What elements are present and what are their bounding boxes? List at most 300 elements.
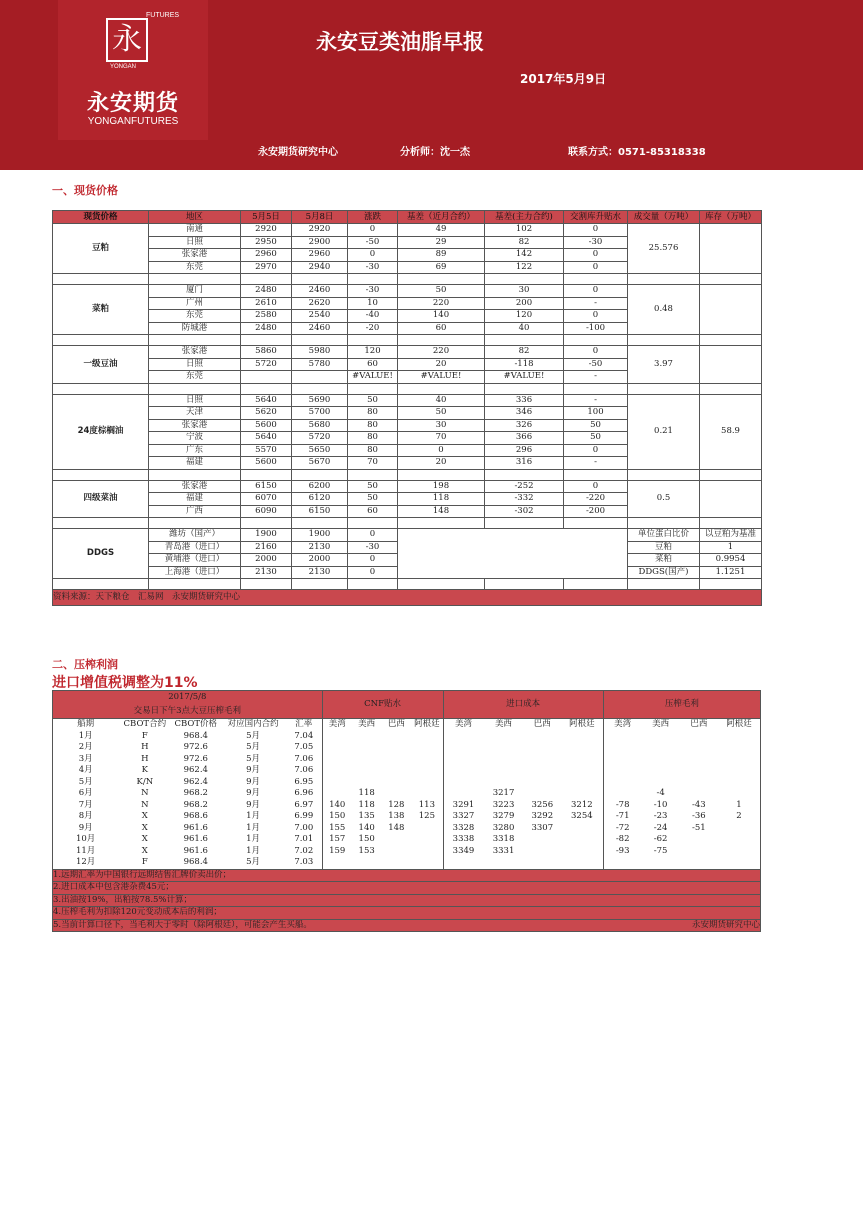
spot-cell: 2460	[292, 322, 348, 335]
spacer-cell	[241, 383, 292, 394]
crush-cell: 2	[736, 811, 742, 822]
crush-column-row	[53, 719, 761, 731]
crush-cell	[483, 765, 523, 777]
spot-cell: #VALUE!	[398, 371, 485, 384]
spot-cell: 5640	[241, 432, 292, 445]
spacer-cell	[348, 383, 398, 394]
crush-cell: -93	[603, 846, 641, 858]
spot-cell: 366	[485, 432, 564, 445]
crush-cell: 6.96	[294, 788, 314, 799]
crush-cell	[443, 731, 483, 743]
crush-cell: 7.03	[294, 857, 314, 868]
crush-row	[53, 857, 761, 869]
spot-cell: 80	[348, 444, 398, 457]
crush-cell: 135	[358, 811, 375, 822]
crush-cell: 150	[358, 834, 375, 845]
crush-cell: 1月	[246, 811, 261, 822]
spot-cell: 10	[348, 297, 398, 310]
group-header-cnf: CNF贴水	[322, 691, 443, 719]
crush-cell: 125	[418, 811, 435, 822]
crush-cell: 6.99	[294, 811, 314, 822]
crush-cell	[382, 765, 412, 777]
ddgs-cell: 青岛港（进口）	[149, 541, 241, 554]
crush-cell	[411, 731, 443, 743]
crush-cell: -24	[653, 822, 668, 833]
spacer-cell	[628, 274, 700, 285]
crush-cell: 962.4	[183, 765, 208, 776]
spot-column-header: 基差（近月合约）	[398, 211, 485, 224]
spot-column-header: 现货价格	[53, 211, 149, 224]
ratio-value: 0.9954	[700, 554, 762, 567]
crush-cell: 159	[322, 846, 352, 858]
crush-row	[53, 834, 761, 846]
crush-cell: 10月	[75, 834, 96, 845]
spot-cell: 5600	[241, 457, 292, 470]
crush-column-header: CBOT合约	[118, 719, 171, 731]
crush-cell: 7.02	[294, 845, 314, 856]
spot-cell: 2480	[241, 322, 292, 335]
spot-cell: #VALUE!	[485, 371, 564, 384]
spacer-cell	[53, 383, 149, 394]
crush-cell	[443, 765, 483, 777]
spot-column-header: 交割库升贴水	[564, 211, 628, 224]
crush-cell: 3327	[443, 811, 483, 823]
crush-cell	[680, 731, 718, 743]
spacer-row	[53, 579, 762, 590]
spot-cell: 5680	[292, 419, 348, 432]
crush-header-row-1	[53, 691, 761, 705]
stock-cell	[700, 224, 762, 274]
spot-cell: 50	[348, 394, 398, 407]
crush-cell	[382, 857, 412, 869]
spot-cell: 0	[564, 285, 628, 298]
crush-cell: 3291	[443, 800, 483, 812]
crush-cell: -10	[653, 799, 668, 810]
crush-cell	[524, 731, 561, 743]
crush-note: 5.当前计算口径下，当毛利大于零时（除阿根廷），可能会产生买船。	[53, 919, 604, 932]
spot-cell: -100	[564, 322, 628, 335]
crush-cell	[718, 834, 761, 846]
spot-cell: 0	[564, 261, 628, 274]
crush-cell	[642, 754, 680, 766]
spot-cell: 5690	[292, 394, 348, 407]
spot-cell: 6150	[292, 505, 348, 518]
spot-cell: 50	[564, 432, 628, 445]
ddgs-cell: 2130	[241, 566, 292, 579]
spot-cell: 张家港	[149, 480, 241, 493]
spot-column-header: 基差(主力合约)	[485, 211, 564, 224]
report-header	[0, 0, 863, 170]
spacer-cell	[241, 579, 292, 590]
crush-cell	[561, 823, 603, 835]
crush-cell: 1月	[78, 730, 93, 741]
ddgs-cell: 0	[348, 529, 398, 542]
crush-cell: 3338	[443, 834, 483, 846]
crush-cell	[382, 754, 412, 766]
ratio-value: 1.1251	[700, 566, 762, 579]
stock-cell	[700, 480, 762, 518]
crush-cell: 138	[388, 811, 405, 822]
crush-cell	[483, 742, 523, 754]
spot-cell: 6070	[241, 493, 292, 506]
spacer-cell	[53, 469, 149, 480]
crush-cell	[603, 857, 641, 869]
crush-cell: 5月	[246, 857, 261, 868]
crush-cell	[443, 777, 483, 789]
spot-cell: 5700	[292, 407, 348, 420]
spot-cell: 70	[348, 457, 398, 470]
spot-cell: 122	[485, 261, 564, 274]
spot-cell: 6120	[292, 493, 348, 506]
spacer-cell	[241, 274, 292, 285]
crush-column-header: 船期	[53, 719, 119, 731]
spacer-cell	[292, 469, 348, 480]
crush-cell: 961.6	[183, 822, 208, 833]
spot-cell: 50	[564, 419, 628, 432]
crush-cell: 7月	[78, 799, 93, 810]
spot-cell: -200	[564, 505, 628, 518]
volume-cell: 0.21	[628, 394, 700, 469]
spot-cell: 346	[485, 407, 564, 420]
crush-cell	[352, 765, 382, 777]
ratio-label: 豆粕	[628, 541, 700, 554]
spot-cell: 张家港	[149, 249, 241, 262]
crush-cell: 5月	[246, 753, 261, 764]
spot-cell: 0	[564, 310, 628, 323]
spot-column-header: 成交量（万吨）	[628, 211, 700, 224]
crush-cell	[718, 823, 761, 835]
report-date: 2017年5月9日	[520, 72, 607, 86]
spot-cell: 40	[485, 322, 564, 335]
spacer-cell	[564, 518, 628, 529]
spacer-cell	[149, 274, 241, 285]
spot-cell: 140	[398, 310, 485, 323]
ratio-value: 1	[700, 541, 762, 554]
spacer-cell	[564, 579, 628, 590]
spot-cell: 60	[348, 358, 398, 371]
crush-cell: 4月	[78, 765, 93, 776]
crush-cell	[680, 754, 718, 766]
spot-cell: 日照	[149, 358, 241, 371]
logo-futures-text: FUTURES	[146, 12, 180, 19]
spot-cell: 5570	[241, 444, 292, 457]
spacer-row	[53, 335, 762, 346]
crush-cell: X	[141, 845, 148, 856]
crush-cell	[443, 857, 483, 869]
product-name: 豆粕	[53, 224, 149, 274]
crush-note-row	[53, 894, 761, 907]
crush-cell	[524, 742, 561, 754]
crush-cell: 3254	[571, 811, 593, 822]
spot-cell: 60	[348, 505, 398, 518]
crush-cell: -82	[603, 834, 641, 846]
crush-row	[53, 788, 761, 800]
spot-cell	[241, 371, 292, 384]
spacer-cell	[485, 518, 564, 529]
crush-cell: 150	[322, 811, 352, 823]
spot-row	[53, 394, 762, 407]
spot-cell: -50	[564, 358, 628, 371]
spot-cell: 118	[398, 493, 485, 506]
crush-cell: 3223	[492, 799, 515, 810]
spot-cell: 2960	[241, 249, 292, 262]
crush-cell	[561, 834, 603, 846]
report-title: 永安豆类油脂早报	[316, 30, 484, 54]
crush-cell: 9月	[246, 799, 261, 810]
spot-cell: 60	[398, 322, 485, 335]
crush-cell	[322, 742, 352, 754]
spacer-row	[53, 383, 762, 394]
spot-cell: 2950	[241, 236, 292, 249]
crush-cell: -23	[653, 811, 668, 822]
spacer-cell	[292, 383, 348, 394]
spot-cell: -30	[564, 236, 628, 249]
crush-cell: 3292	[531, 811, 554, 822]
spot-cell: #VALUE!	[348, 371, 398, 384]
spot-cell: 南通	[149, 224, 241, 237]
crush-row	[53, 742, 761, 754]
spacer-cell	[348, 274, 398, 285]
crush-cell	[524, 788, 561, 800]
crush-cell: 962.4	[183, 776, 208, 787]
crush-cell: 7.06	[294, 765, 314, 776]
ddgs-cell: -30	[348, 541, 398, 554]
spot-cell: 2920	[241, 224, 292, 237]
ddgs-cell: 潍坊（国产）	[149, 529, 241, 542]
spacer-cell	[628, 383, 700, 394]
crush-cell	[483, 731, 523, 743]
crush-cell	[718, 857, 761, 869]
product-name: 24度棕榈油	[53, 394, 149, 469]
crush-cell: -75	[653, 845, 668, 856]
spot-cell: 80	[348, 407, 398, 420]
spot-cell: 316	[485, 457, 564, 470]
crush-cell	[322, 857, 352, 869]
crush-column-header: 汇率	[286, 719, 322, 731]
crush-cell	[322, 777, 352, 789]
spot-cell: 5670	[292, 457, 348, 470]
spot-cell: 6150	[241, 480, 292, 493]
crush-subtitle: 交易日下午3点大豆压榨毛利	[53, 704, 323, 719]
contact-info: 联系方式：0571-85318338	[568, 147, 706, 158]
spot-cell: 5650	[292, 444, 348, 457]
spacer-cell	[149, 383, 241, 394]
spot-cell: 220	[398, 346, 485, 359]
spot-cell: 120	[348, 346, 398, 359]
spot-cell: 0	[564, 224, 628, 237]
crush-cell: X	[141, 834, 148, 845]
crush-cell: 1月	[246, 845, 261, 856]
analyst-name: 分析师：沈一杰	[400, 147, 470, 158]
product-name: 菜粕	[53, 285, 149, 335]
crush-row	[53, 811, 761, 823]
spot-cell: 296	[485, 444, 564, 457]
spot-row	[53, 480, 762, 493]
crush-cell: 5月	[246, 730, 261, 741]
volume-cell: 0.48	[628, 285, 700, 335]
crush-cell	[561, 788, 603, 800]
spacer-cell	[149, 469, 241, 480]
stock-cell: 58.9	[700, 394, 762, 469]
crush-cell	[561, 777, 603, 789]
spot-cell: 日照	[149, 394, 241, 407]
crush-cell: -72	[603, 823, 641, 835]
spot-cell: 5980	[292, 346, 348, 359]
spot-cell: -302	[485, 505, 564, 518]
spacer-cell	[564, 383, 628, 394]
spot-cell: 2610	[241, 297, 292, 310]
crush-cell: 968.6	[183, 811, 208, 822]
crush-cell	[718, 788, 761, 800]
spot-cell: 福建	[149, 493, 241, 506]
spot-cell: 100	[564, 407, 628, 420]
spot-cell: 东莞	[149, 310, 241, 323]
crush-cell: 148	[388, 822, 405, 833]
crush-cell	[411, 846, 443, 858]
volume-cell: 3.97	[628, 346, 700, 384]
crush-cell: 9月	[246, 776, 261, 787]
crush-cell: -71	[603, 811, 641, 823]
crush-cell	[524, 846, 561, 858]
crush-note: 1.远期汇率为中国银行远期结售汇牌价卖出价；	[53, 869, 761, 882]
crush-cell	[352, 742, 382, 754]
crush-column-header: 巴西	[524, 719, 561, 731]
crush-cell	[411, 857, 443, 869]
ddgs-cell: 0	[348, 554, 398, 567]
spacer-cell	[628, 469, 700, 480]
crush-cell	[642, 777, 680, 789]
spot-cell: 70	[398, 432, 485, 445]
spot-cell: -332	[485, 493, 564, 506]
spacer-cell	[700, 335, 762, 346]
spot-cell: 2960	[292, 249, 348, 262]
crush-cell	[561, 742, 603, 754]
stock-cell	[700, 285, 762, 335]
spot-cell: 30	[485, 285, 564, 298]
spacer-cell	[398, 335, 485, 346]
crush-cell: 157	[322, 834, 352, 846]
crush-cell: 6.95	[294, 776, 314, 787]
crush-cell: 5月	[78, 776, 93, 787]
spacer-cell	[292, 274, 348, 285]
crush-cell: 3月	[78, 753, 93, 764]
crush-cell	[718, 777, 761, 789]
crush-cell: 3217	[492, 788, 515, 799]
crush-cell	[642, 731, 680, 743]
crush-cell	[483, 754, 523, 766]
spacer-cell	[485, 383, 564, 394]
crush-cell	[718, 846, 761, 858]
spacer-cell	[149, 579, 241, 590]
spot-column-header: 涨跌	[348, 211, 398, 224]
spot-cell: 30	[398, 419, 485, 432]
spacer-cell	[398, 469, 485, 480]
spot-cell: 2540	[292, 310, 348, 323]
crush-cell	[603, 788, 641, 800]
spacer-cell	[241, 335, 292, 346]
crush-cell	[411, 765, 443, 777]
crush-cell: 9月	[246, 765, 261, 776]
spacer-cell	[241, 518, 292, 529]
spot-column-header: 5月5日	[241, 211, 292, 224]
spot-cell: 82	[485, 236, 564, 249]
spot-cell: 0	[398, 444, 485, 457]
spacer-row	[53, 469, 762, 480]
spot-cell: -30	[348, 285, 398, 298]
spot-cell: 5720	[241, 358, 292, 371]
crush-cell	[718, 731, 761, 743]
crush-cell	[382, 731, 412, 743]
logo-chinese-name: 永安期货	[86, 91, 179, 116]
crush-cell: 9月	[78, 822, 93, 833]
crush-cell	[322, 788, 352, 800]
crush-cell	[352, 731, 382, 743]
spot-cell: 5640	[241, 394, 292, 407]
crush-cell: H	[141, 753, 149, 764]
crush-cell: 5月	[246, 742, 261, 753]
logo-english-name: YONGANFUTURES	[87, 116, 179, 127]
crush-cell	[718, 754, 761, 766]
spot-cell: 0	[564, 444, 628, 457]
crush-cell	[680, 742, 718, 754]
spot-cell: -50	[348, 236, 398, 249]
spot-cell: 2940	[292, 261, 348, 274]
crush-cell	[603, 765, 641, 777]
spot-cell: 50	[398, 285, 485, 298]
crush-cell	[322, 765, 352, 777]
spacer-cell	[292, 518, 348, 529]
spot-cell: 20	[398, 457, 485, 470]
spot-column-header: 5月8日	[292, 211, 348, 224]
crush-note: 3.出油按19%，出粕按78.5%计算；	[53, 894, 761, 907]
spot-cell: 0	[564, 480, 628, 493]
spot-cell: -	[564, 394, 628, 407]
crush-cell: 961.6	[183, 834, 208, 845]
crush-cell: 2月	[78, 742, 93, 753]
crush-cell: 3279	[492, 811, 515, 822]
crush-cell: K/N	[136, 776, 154, 787]
crush-cell	[603, 742, 641, 754]
spot-cell: 0	[348, 249, 398, 262]
crush-note-row	[53, 869, 761, 882]
crush-cell: 3280	[492, 822, 515, 833]
crush-cell: 7.06	[294, 753, 314, 764]
crush-cell	[382, 834, 412, 846]
spot-cell: 宁波	[149, 432, 241, 445]
spot-cell: -	[564, 457, 628, 470]
crush-cell: K	[141, 765, 148, 776]
crush-date: 2017/5/8	[53, 691, 323, 705]
crush-column-header: 美西	[483, 719, 523, 731]
spacer-cell	[700, 469, 762, 480]
crush-cell	[561, 846, 603, 858]
crush-row	[53, 800, 761, 812]
crush-cell	[524, 857, 561, 869]
section-spot-price-title: 一、现货价格	[52, 184, 118, 197]
spot-cell: 89	[398, 249, 485, 262]
crush-cell	[642, 742, 680, 754]
crush-column-header: 美西	[642, 719, 680, 731]
crush-cell	[322, 754, 352, 766]
spot-cell: 广州	[149, 297, 241, 310]
spacer-cell	[564, 469, 628, 480]
spot-cell: -118	[485, 358, 564, 371]
spot-cell: 50	[348, 480, 398, 493]
spot-cell: 东莞	[149, 261, 241, 274]
ddgs-row	[53, 529, 762, 542]
spacer-cell	[628, 518, 700, 529]
ratio-header: 单位蛋白比价	[628, 529, 700, 542]
